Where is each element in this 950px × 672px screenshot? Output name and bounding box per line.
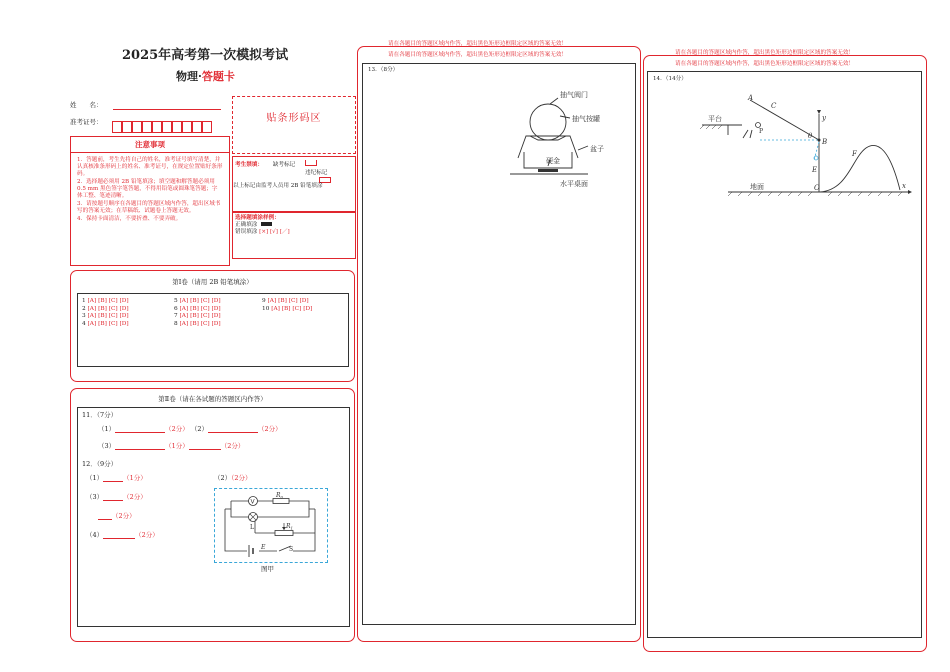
q14-figure bbox=[688, 90, 918, 202]
violate-label: 违纪标记 bbox=[305, 170, 328, 176]
circuit-diagram bbox=[215, 489, 327, 562]
page-title: 2025年高考第一次模拟考试 bbox=[122, 48, 289, 63]
wrong-label: 错误填涂 bbox=[235, 229, 258, 235]
q12-line3: （3） （2分） bbox=[86, 493, 147, 501]
pump-label: 抽气按罐 bbox=[572, 115, 600, 123]
absent-label: 缺考标记 bbox=[272, 162, 296, 168]
coin-label: 硬金 bbox=[546, 157, 560, 165]
fill-example-title: 选择题填涂样例： bbox=[235, 215, 280, 221]
q12-line4: （2分） bbox=[98, 512, 136, 520]
section1-title: 第Ⅰ卷（请用 2B 铅笔填涂） bbox=[172, 278, 253, 286]
warning-text: 请在各题目的答题区域内作答，超出黑色矩形边框限定区域的答案无效！ bbox=[675, 61, 855, 67]
name-field[interactable] bbox=[113, 109, 221, 110]
choice-row[interactable]: 9 [A] [B] [C] [D] bbox=[262, 298, 309, 304]
correct-label: 正确填涂 bbox=[235, 222, 258, 228]
point-c: C bbox=[771, 102, 777, 110]
subject-suffix: 答题卡 bbox=[201, 70, 235, 83]
choice-row[interactable]: 7 [A] [B] [C] [D] bbox=[174, 313, 221, 320]
answer-blank[interactable] bbox=[208, 432, 258, 433]
q13-figure bbox=[510, 88, 630, 193]
ground-label: 地面 bbox=[750, 183, 764, 191]
q12-line5: （4） （2分） bbox=[86, 531, 159, 539]
choice-row[interactable]: 1 [A] [B] [C] [D] bbox=[82, 298, 129, 304]
q12-line2: （2）（2分） bbox=[214, 474, 252, 482]
box-label: 盆子 bbox=[590, 145, 604, 153]
correct-mark bbox=[261, 222, 272, 226]
answer-blank[interactable] bbox=[115, 449, 165, 450]
switch-label: S bbox=[289, 546, 294, 553]
emf-label: E bbox=[261, 544, 266, 551]
subject-title bbox=[176, 68, 235, 84]
r1-label: $R_1$ bbox=[286, 523, 294, 531]
barcode-area bbox=[232, 96, 356, 154]
valve-label: 抽气阀门 bbox=[560, 91, 588, 99]
choice-row[interactable]: 8 [A] [B] [C] [D] bbox=[174, 320, 221, 327]
forbid-note: 以上标记由监考人员用 2B 铅笔填涂 bbox=[233, 183, 323, 189]
forbid-title: 考生禁填： bbox=[235, 162, 263, 168]
point-p: P bbox=[759, 128, 764, 135]
voltmeter-label: V bbox=[250, 498, 255, 506]
answer-blank[interactable] bbox=[189, 449, 221, 450]
warning-text: 请在各题目的答题区域内作答，超出黑色矩形边框限定区域的答案无效！ bbox=[675, 50, 855, 56]
answer-blank[interactable] bbox=[103, 481, 123, 482]
wrong-marks: [×] [√] [／] bbox=[259, 229, 290, 235]
q12-head: 12．（9分） bbox=[82, 460, 118, 468]
choice-area[interactable] bbox=[77, 293, 349, 367]
choice-row[interactable]: 3 [A] [B] [C] [D] bbox=[82, 313, 129, 320]
warning-text: 请在各题目的答题区域内作答，超出黑色矩形边框限定区域的答案无效！ bbox=[388, 41, 568, 47]
x-axis-label: x bbox=[902, 182, 906, 190]
absent-mark[interactable] bbox=[305, 160, 317, 166]
point-f: F bbox=[852, 150, 857, 158]
q11-head: 11．（7分） bbox=[82, 411, 118, 419]
notice-item: 4．保持卡面清洁，不要折叠、不要弄破。 bbox=[77, 216, 182, 222]
table-label: 水平桌面 bbox=[560, 180, 588, 188]
choice-row[interactable]: 4 [A] [B] [C] [D] bbox=[82, 320, 129, 327]
name-label: 姓 名： bbox=[70, 101, 103, 109]
q11-line2: （3） （1分） （2分） bbox=[98, 442, 245, 450]
point-a: A bbox=[748, 94, 754, 102]
theta-label: θ bbox=[808, 132, 813, 140]
notice-item: 1．答题前，考生先将自己的姓名，准考证号填写清楚，并认真核准条形码上的姓名、准考证号，在规定位置贴好条形码。 bbox=[77, 157, 223, 177]
notice-title: 注意事项 bbox=[71, 137, 229, 153]
section1-box bbox=[70, 270, 355, 382]
id-label: 准考证号： bbox=[70, 118, 103, 126]
section2-title: 第Ⅱ卷（请在各试题的答题区内作答） bbox=[158, 395, 267, 403]
notice-item: 3．请按题号顺序在各题目的答题区域内作答，超出区域书写的答案无效；在草稿纸、试题卷上答题无效。 bbox=[77, 201, 221, 214]
q11-line1: （1） （2分） （2） （2分） bbox=[98, 425, 282, 433]
point-e: E bbox=[812, 166, 818, 174]
y-axis-label: y bbox=[822, 114, 826, 122]
choice-row[interactable]: 5 [A] [B] [C] [D] bbox=[174, 298, 221, 304]
fill-example-box bbox=[232, 212, 356, 259]
circuit-figure bbox=[214, 488, 328, 563]
q14-head: 14．（14分） bbox=[653, 76, 687, 82]
circuit-caption: 图甲 bbox=[261, 565, 274, 573]
choice-row[interactable]: 6 [A] [B] [C] [D] bbox=[174, 305, 221, 312]
lamp-label: L bbox=[250, 524, 254, 531]
id-boxes[interactable] bbox=[112, 116, 212, 130]
forbid-box bbox=[232, 156, 356, 212]
point-b: B bbox=[822, 138, 828, 146]
platform-label: 平台 bbox=[708, 115, 722, 123]
barcode-label: 贴条形码区 bbox=[266, 113, 322, 124]
answer-blank[interactable] bbox=[115, 432, 165, 433]
choice-row[interactable]: 10 [A] [B] [C] [D] bbox=[262, 305, 313, 312]
q13-head: 13．（8分） bbox=[368, 67, 399, 73]
notice-box bbox=[70, 136, 230, 266]
origin-o: O bbox=[814, 184, 820, 192]
answer-blank[interactable] bbox=[103, 538, 135, 539]
r0-label: $R_0$ bbox=[276, 492, 284, 500]
answer-blank[interactable] bbox=[103, 500, 123, 501]
subject-name: 物理· bbox=[176, 70, 202, 83]
q12-line1: （1） （1分） bbox=[86, 474, 147, 482]
notice-item: 2．选择题必须用 2B 铅笔填涂；填空题和解答题必须用 0.5 mm 黑色签字笔答题，不得用铅笔或圆珠笔答题；字体工整、笔迹清晰。 bbox=[77, 179, 218, 199]
choice-row[interactable]: 2 [A] [B] [C] [D] bbox=[82, 305, 129, 312]
answer-blank[interactable] bbox=[98, 519, 112, 520]
warning-text: 请在各题目的答题区域内作答，超出黑色矩形边框限定区域的答案无效！ bbox=[388, 52, 568, 58]
